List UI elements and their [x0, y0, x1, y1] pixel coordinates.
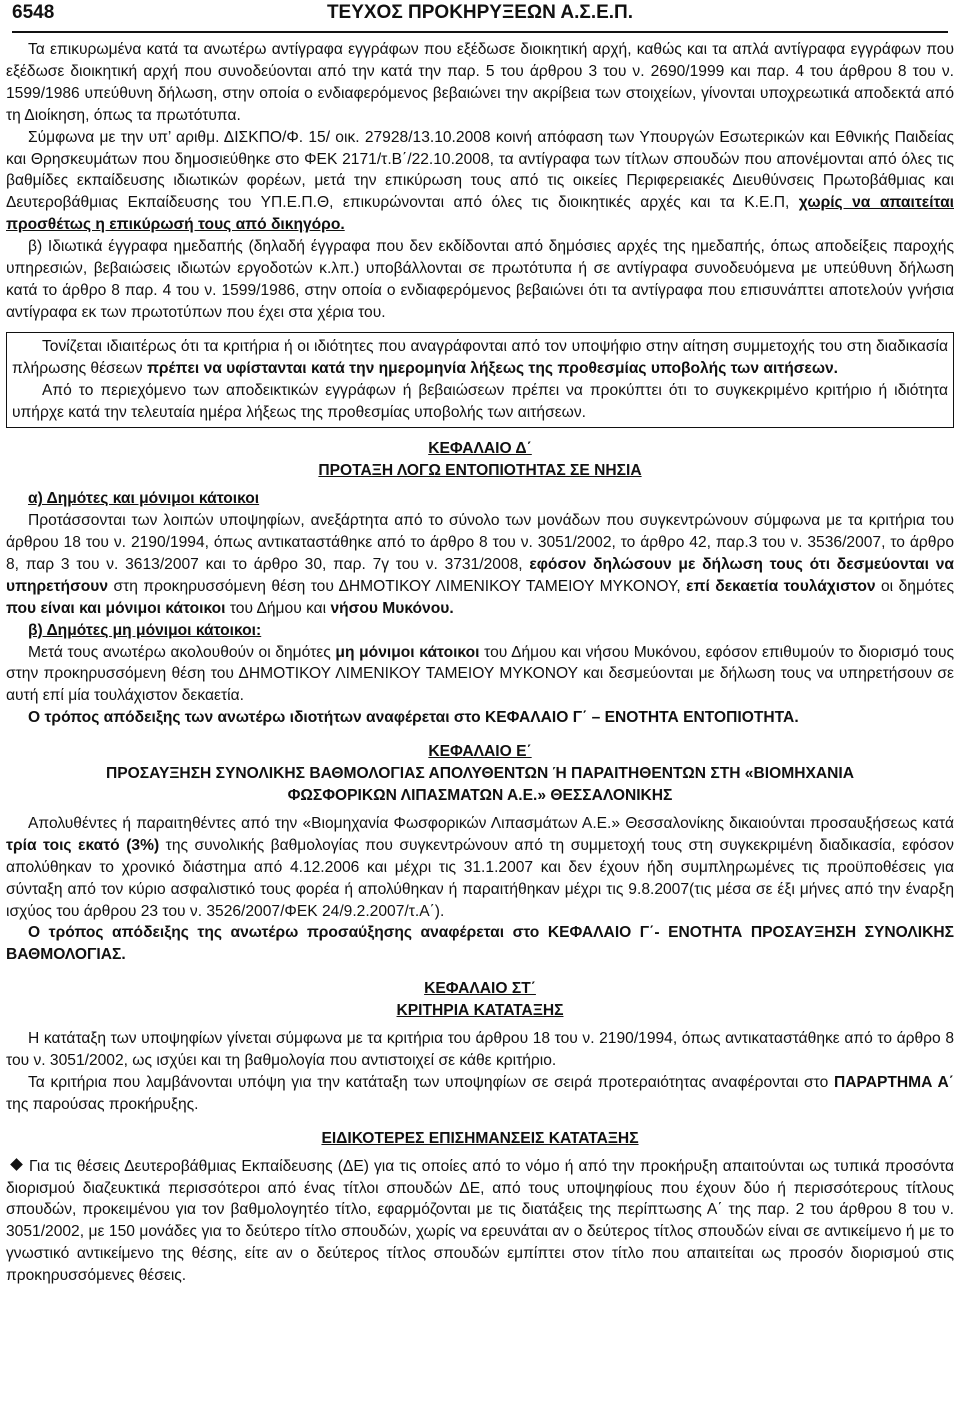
chapter-st-subheading: ΚΡΙΤΗΡΙΑ ΚΑΤΑΤΑΞΗΣ	[396, 1002, 564, 1020]
chapter-e-bold-1: τρία τοις εκατό (3%)	[6, 836, 160, 854]
special-heading: ΕΙΔΙΚΟΤΕΡΕΣ ΕΠΙΣΗΜΑΝΣΕΙΣ ΚΑΤΑΤΑΞΗΣ	[321, 1129, 639, 1147]
para-certified-copies: Τα επικυρωμένα κατά τα ανωτέρω αντίγραφα εγγράφων που εξέδωσε διοικητική αρχή, καθώς και τα απλά αντίγραφα εγγράφων που εξέδωσε διοικητική αρχή που συνοδεύονται από την κατά την παρ. 5 του άρθρου 3 του ν. 2690/1999 και παρ. 4 του άρθρου 8 του ν. 1599/1986 υπεύθυνη δήλωση, στην οποία ο ενδιαφερόμενος βεβαιώνει την ακρίβεια των στοιχείων, γίνονται υποχρεωτικά αποδεκτά από τη Διοίκηση, όπως τα πρωτότυπα.	[6, 41, 954, 124]
chapter-d-a-text-3: οι δημότες	[875, 577, 955, 595]
chapter-e-subheading: ΠΡΟΣΑΥΞΗΣΗ ΣΥΝΟΛΙΚΗΣ ΒΑΘΜΟΛΟΓΙΑΣ ΑΠΟΛΥΘΕΝΤΩΝ Ή ΠΑΡΑΙΤΗΘΕΝΤΩΝ ΣΤΗ «ΒΙΟΜΗΧΑΝΙΑ ΦΩΣΦΟΡΙΚΩΝ ΛΙΠΑΣΜΑΤΩΝ Α.Ε.» ΘΕΣΣΑΛΟΝΙΚΗΣ	[106, 765, 854, 804]
para-private-titles-text: Σύμφωνα με την υπ’ αριθμ. ΔΙΣΚΠΟ/Φ. 15/ οικ. 27928/13.10.2008 κοινή απόφαση των Υπουργών Εσωτερικών και Εθνικής Παιδείας και Θρησκευμάτων που δημοσιεύθηκε στο ΦΕΚ 2171/τ.Β΄/22.10.2008, τα αντίγραφα των τίτλων σπουδών που απονέμονται από όλες τις βαθμίδες εκπαίδευσης ιδιωτικών φορέων, μετά την επικύρωση τους από τις οικείες Περιφερειακές Διευθύνσεις Πρωτοβάθμιας και Δευτεροβάθμιας Εκπαίδευσης του ΥΠ.Ε.Π.Θ, επικυρώνονται από όλες τις διοικητικές αρχές και τα Κ.Ε.Π,	[6, 128, 954, 212]
notice-box	[6, 332, 954, 429]
chapter-d-heading: ΚΕΦΑΛΑΙΟ Δ΄	[428, 440, 532, 458]
chapter-d-a-text-1: Προτάσσονται των λοιπών υποψηφίων, ανεξάρτητα από το σύνολο των μονάδων που συγκεντρώνουν σύμφωνα με τα κριτήρια του άρθρου 18 του ν. 2190/1994, όπως αντικαταστάθηκε από το άρθρο 8 του ν. 3051/2002, το άρθρο 42, παρ.3 του ν. 3536/2007, το άρθρο 8, παρ 3 του ν. 3613/2007 και το άρθρο 30, παρ. 7γ του ν. 3731/2008,	[6, 512, 954, 573]
chapter-e-closing: Ο τρόπος απόδειξης της ανωτέρω προσαύξησης αναφέρεται στο ΚΕΦΑΛΑΙΟ Γ΄- ΕΝΟΤΗΤΑ ΠΡΟΣΑΥΞΗΣΗ ΣΥΝΟΛΙΚΗΣ ΒΑΘΜΟΛΟΓΙΑΣ.	[6, 924, 954, 964]
chapter-d-a-bold-3: που είναι και μόνιμοι κάτοικοι	[6, 599, 226, 617]
notice-para-1	[12, 336, 948, 380]
chapter-st-body-2	[6, 1072, 954, 1116]
page-header	[6, 0, 954, 36]
chapter-e-heading: ΚΕΦΑΛΑΙΟ Ε΄	[428, 743, 532, 761]
chapter-e-body	[6, 813, 954, 923]
chapter-st-text-2a: Τα κριτήρια που λαμβάνονται υπόψη για την κατάταξη των υποψηφίων σε σειρά προτεραιότητας αναφέρονται στο	[28, 1073, 834, 1091]
special-body	[6, 1156, 954, 1287]
diamond-bullet-icon	[10, 1158, 23, 1171]
chapter-st-annex-ref: ΠΑΡΑΡΤΗΜΑ Α΄	[833, 1073, 954, 1091]
chapter-st-text-2c: της παρούσας προκήρυξης.	[6, 1095, 199, 1113]
chapter-d-a-text-2: στη προκηρυσσόμενη θέση του ΔΗΜΟΤΙΚΟΥ ΛΙΜΕΝΙΚΟΥ ΤΑΜΕΙΟΥ ΜΥΚΟΝΟΥ,	[108, 577, 687, 595]
chapter-d-a-title: α) Δημότες και μόνιμοι κάτοικοι	[28, 490, 260, 508]
notice-para-1-bold: πρέπει να υφίστανται κατά την ημερομηνία λήξεως της προθεσμίας υποβολής των αιτήσεων.	[146, 359, 839, 377]
page-number: 6548	[12, 2, 55, 23]
chapter-d-a-bold-1: εφόσον δηλώσουν με δήλωση τους ότι δεσμεύονται να υπηρετήσουν	[6, 555, 954, 595]
chapter-d-a-bold-4: νήσου Μυκόνου.	[330, 599, 454, 617]
special-text: Για τις θέσεις Δευτεροβάθμιας Εκπαίδευσης (ΔΕ) για τις οποίες από το νόμο ή από την προκήρυξη απαιτούνται ως τυπικά προσόντα διορισμού διαζευκτικά περισσότεροι από ένας τίτλοι σπουδών ΔΕ, από τους υποψηφίους που έχουν δύο ή περισσότερους τίτλους σπουδών, προκειμένου για τον βαθμολογητέο τίτλο, εφαρμόζονται με τις διατάξεις της περίπτωσης Α΄ της παρ. 2 του άρθρου 8 του ν. 3051/2002, με 150 μονάδες για το δεύτερο τίτλο σπουδών, χωρίς να ερευνάται αν ο δεύτερος τίτλος σπουδών είναι σε αντικείμενο ή με το γνωστικό αντικείμενο της θέσης, είτε αν ο δεύτερος τίτλος σπουδών εμπίπτει στον τίτλο που απαιτείται ως προσόν διορισμού στις προκηρυσσόμενες θέσεις.	[6, 1157, 954, 1285]
chapter-d-a-bold-2: επί δεκαετία τουλάχιστον	[686, 577, 876, 595]
chapter-d-b-bold-1: μη μόνιμοι κάτοικοι	[335, 643, 480, 661]
chapter-d-b-text-2: του Δήμου και νήσου Μυκόνου, εφόσον επιθυμούν το διορισμό τους στην προκηρυσσόμενη θέση του ΔΗΜΟΤΙΚΟΥ ΛΙΜΕΝΙΚΟΥ ΤΑΜΕΙΟΥ ΜΥΚΟΝΟΥ και δεσμεύονται με δήλωση τους να υπηρετήσουν σε αυτή επί μία τουλάχιστον δεκαετία.	[6, 643, 955, 705]
notice-para-2: Από το περιεχόμενο των αποδεικτικών εγγράφων ή βεβαιώσεων πρέπει να προκύπτει ότι το συγκεκριμένο κριτήριο ή ιδιότητα υπήρχε κατά την τελευταία ημέρα λήξεως της προθεσμίας υποβολής των αιτήσεων.	[12, 381, 948, 421]
chapter-d-closing: Ο τρόπος απόδειξης των ανωτέρω ιδιοτήτων αναφέρεται στο ΚΕΦΑΛΑΙΟ Γ΄ – ΕΝΟΤΗΤΑ ΕΝΤΟΠΙΟΤΗΤΑ.	[28, 709, 799, 727]
chapter-st-body-1: Η κατάταξη των υποψηφίων γίνεται σύμφωνα με τα κριτήρια του άρθρου 18 του ν. 2190/1994, όπως αντικαταστάθηκε από το άρθρο 8 του ν. 3051/2002, ως ισχύει και τη βαθμολογία που αντιστοιχεί σε κάθε κριτήριο.	[6, 1030, 954, 1069]
chapter-st-heading: ΚΕΦΑΛΑΙΟ ΣΤ΄	[424, 980, 536, 998]
chapter-e-text-1: Απολυθέντες ή παραιτηθέντες από την «Βιομηχανία Φωσφορικών Λιπασμάτων Α.Ε.» Θεσσαλονίκης δικαιούνται προσαυξήσεως κατά	[28, 814, 954, 832]
header-rule	[12, 31, 948, 33]
chapter-e-text-2: της συνολικής βαθμολογίας που συγκεντρώνουν από τη συμμετοχή τους στη συγκεκριμένη διαδικασία, εφόσον απολύθηκαν το χρονικό διάστημα από 4.12.2006 και μέχρι τις 31.1.2007 και δεν έχουν ήδη συμπληρωμένες τις προϋποθέσεις για σύνταξη από τον κύριο ασφαλιστικό τους φορέα ή απολύθηκαν ή παραιτήθηκαν μέχρι τις 9.8.2007(τις μέσα σε έξι μήνες από την έναρξη ισχύος του άρθρου 23 του ν. 3526/2007/ΦΕΚ 24/9.2.2007/τ.Α΄).	[6, 836, 954, 920]
chapter-d-subheading: ΠΡΟΤΑΞΗ ΛΟΓΩ ΕΝΤΟΠΙΟΤΗΤΑΣ ΣΕ ΝΗΣΙΑ	[318, 462, 642, 480]
publication-title: ΤΕΥΧΟΣ ΠΡΟΚΗΡΥΞΕΩΝ Α.Σ.Ε.Π.	[326, 2, 634, 23]
chapter-d-a-text-4: του Δήμου και	[225, 599, 331, 617]
para-private-titles-emphasis: χωρίς να απαιτείται προσθέτως η επικύρωσή τους από δικηγόρο.	[6, 194, 954, 234]
chapter-d-a-body	[6, 510, 954, 620]
para-private-documents: β) Ιδιωτικά έγγραφα ημεδαπής (δηλαδή έγγραφα που δεν εκδίδονται από δημόσιες αρχές της ημεδαπής, όπως αποδείξεις παροχής υπηρεσιών, βεβαιώσεις ιδιωτών εργοδοτών κ.λπ.) υποβάλλονται σε πρωτότυπα ή σε αντίγραφα συνοδευόμενα με υπεύθυνη δήλωση κατά το άρθρο 8 παρ. 4 του ν. 1599/1986, στην οποία ο ενδιαφερόμενος βεβαιώνει ότι τα αντίγραφα που επισυνάπτει αποτελούν γνήσια αντίγραφα εκ των πρωτοτύπων που έχει στα χέρια του.	[6, 238, 954, 321]
chapter-d-b-body	[6, 642, 954, 708]
chapter-d-b-text-1: Μετά τους ανωτέρω ακολουθούν οι δημότες	[28, 643, 336, 661]
chapter-d-b-title: β) Δημότες μη μόνιμοι κάτοικοι:	[28, 621, 262, 639]
notice-para-1-text: Τονίζεται ιδιαιτέρως ότι τα κριτήρια ή οι ιδιότητες που αναγράφονται από τον υποψήφιο στην αίτηση συμμετοχής του στη διαδικασία πλήρωσης θέσεων	[12, 337, 948, 377]
para-private-titles	[6, 127, 954, 237]
